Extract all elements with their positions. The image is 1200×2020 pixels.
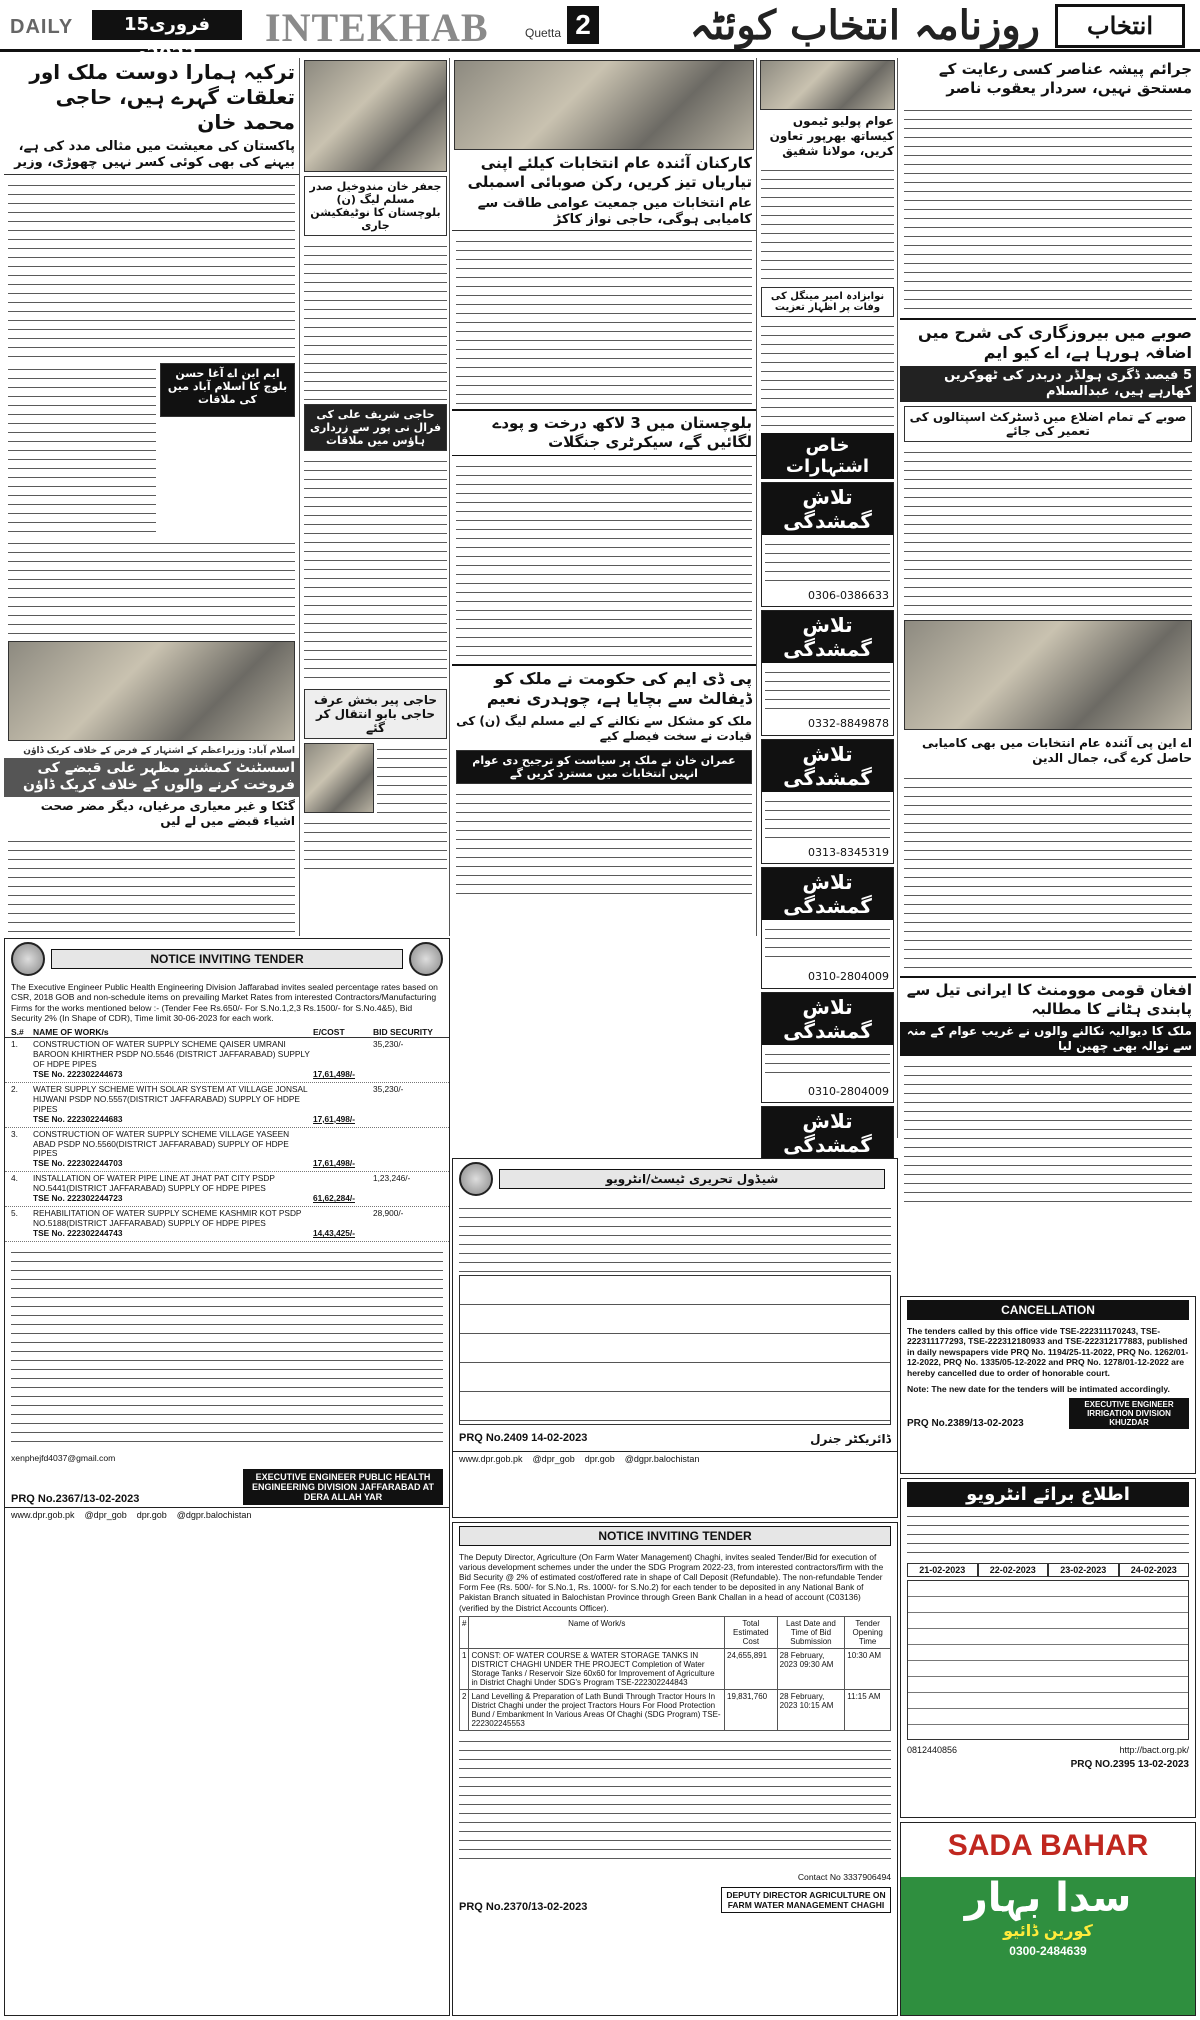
cell-date: 28 February, 2023 10:15 AM — [777, 1689, 845, 1730]
table-row — [460, 1689, 891, 1730]
center-body-text — [456, 235, 752, 405]
footer-instagram[interactable]: @dgpr.balochistan — [176, 1509, 252, 1520]
col2-box-2: حاجی شریف علی کی فرال نی پور سے زرداری ہاؤس میں ملاقات — [304, 404, 447, 451]
tender-notice-phe — [4, 938, 450, 2016]
work-cost: 17,61,498/- — [313, 1158, 355, 1169]
col2-body-text-4 — [304, 817, 447, 877]
col1-subhead: پاکستان کی معیشت میں مثالی مدد کی ہے، بیہنے کی بھی کوئی کسر نہیں چھوڑی، وزیر — [4, 137, 299, 175]
interview-title: شیڈول تحریری ٹیسٹ/انٹرویو — [499, 1169, 885, 1189]
lost-ad-label: تلاش گمشدگی — [762, 1107, 893, 1159]
footer-facebook[interactable]: dpr.gob — [136, 1509, 167, 1520]
work-no: 5. — [11, 1208, 18, 1219]
col1-box: ایم این اے آغا حسن بلوچ کا اسلام آباد میں کی ملاقات — [160, 363, 295, 417]
tender-intro: The Executive Engineer Public Health Engineering Division Jaffarabad invites sealed percentage rates based on CSR, 2018 GOB and non-schedule items on prevailing Market Rates from interested Contractors/Manufacturing Firms for the works mentioned below :- (Tender Fee Rs.650/- For S.No.1,2,3 Rs.1500/- for S.No.4&5), Bid Security 2% (In Shape of CDR), Time limit 30-06-2023 for each work. — [11, 982, 438, 1024]
interview-date: 23-02-2023 — [1048, 1563, 1119, 1577]
cell-name: Land Levelling & Preparation of Lath Bundi Through Tractor Hours In District Chaghi under the project Tractors Hours For Flood Protection Bund / Embankment In Various Areas Of Chaghi (SDG Program) TSE-222302245553 — [469, 1689, 725, 1730]
work-name: WATER SUPPLY SCHEME WITH SOLAR SYSTEM AT VILLAGE JONSAL HIJWANI PSDP NO.5557(DISTRICT JAFFARABAD) SUPPLY OF HDPE PIPES — [33, 1083, 308, 1114]
lost-ad-phone: 0313-8345319 — [808, 845, 889, 859]
cell-no: 1 — [460, 1648, 469, 1689]
cell-name: CONST: OF WATER COURSE & WATER STORAGE TANKS IN DISTRICT CHAGHI UNDER THE PROJECT Completion of Water Storage Tanks / Reservoir Size 60x60 for Improvement of Agriculture in District Chaghi Under SDG's Program TSE-222302244843 — [469, 1648, 725, 1689]
col1-subhead-2: گٹکا و غیر معیاری مرغیاں، دیگر مضر صحت اشیاء قبضے میں لے لیں — [40, 798, 295, 828]
interview2-url[interactable]: http://bact.org.pk/ — [1119, 1745, 1189, 1755]
masthead-city: Quetta — [525, 26, 562, 40]
col-head-cost: E/COST — [313, 1026, 345, 1037]
lost-ad-phone: 0332-8849878 — [808, 717, 889, 731]
portrait-photo — [304, 743, 374, 813]
interview-table — [459, 1275, 891, 1425]
col4-body-text-2 — [761, 320, 894, 430]
center-subhead-3: ملک کو مشکل سے نکالنے کے لیے مسلم لیگ (ن) کی قیادت نے سخت فیصلے کیے — [456, 713, 752, 743]
col4-headline: عوام پولیو ٹیموں کیساتھ بھرپور تعاون کریں، مولانا شفیق — [769, 114, 894, 158]
cancellation-body: The tenders called by this office vide TSE-222311170243, TSE-222311177293, TSE-222312180933 and TSE-222312177883, published in daily newspapers vide PRQ No. 1194/25-11-2022, PRQ No. 1262/01-12-2022, PRQ No. 1335/05-12-2022 and PRQ No. 1278/01-12-2022 are hereby cancelled due to order of honorable court. — [907, 1326, 1189, 1378]
lost-ad-text — [765, 538, 890, 582]
interview2-phone: 0812440856 — [907, 1745, 958, 1755]
column-2 — [302, 58, 450, 936]
tender-title: NOTICE INVITING TENDER — [51, 949, 403, 969]
col1-body-text-3 — [8, 537, 295, 637]
tender2-title: NOTICE INVITING TENDER — [459, 1526, 891, 1546]
balochistan-emblem-icon — [11, 942, 45, 976]
th-name: Name of Work/s — [469, 1616, 725, 1648]
lost-ad-phone: 0306-0386633 — [808, 589, 889, 602]
masthead-title: INTEKHAB — [265, 5, 489, 50]
col5-subhead-3: ملک کا دیوالیہ نکالنے والوں نے غریب عوام کے منہ سے نوالہ بھی چھین لیا — [900, 1022, 1196, 1056]
work-no: 3. — [11, 1128, 18, 1139]
center-body-text-2 — [456, 460, 752, 660]
col4-box: نوابزادہ امیر مینگل کی وفات پر اظہار تعزیت — [761, 287, 894, 317]
work-tse: TSE No. 222302244723 — [33, 1193, 123, 1204]
tender-prq: PRQ No.2367/13-02-2023 — [11, 1492, 140, 1505]
tender-signature: EXECUTIVE ENGINEER PUBLIC HEALTH ENGINEERING DIVISION JAFFARABAD AT DERA ALLAH YAR — [243, 1469, 443, 1505]
interview-date: 24-02-2023 — [1119, 1563, 1190, 1577]
center-headline-1: کارکنان آئندہ عام انتخابات کیلئے اپنی تیاریاں تیز کریں، رکن صوبائی اسمبلی — [467, 154, 752, 191]
tender-work-item — [5, 1083, 449, 1128]
interview2-table — [907, 1580, 1189, 1740]
lost-ad-5 — [761, 992, 894, 1103]
lost-ad-3 — [761, 739, 894, 864]
footer-web[interactable]: www.dpr.gob.pk — [11, 1509, 75, 1520]
tender-works-list — [5, 1038, 449, 1242]
newspaper-logo: انتخاب — [1055, 4, 1185, 48]
lost-ad-text — [765, 666, 890, 710]
cancellation-signature: EXECUTIVE ENGINEER IRRIGATION DIVISION KHUZDAR — [1069, 1398, 1189, 1429]
lost-ad-phone: 0310-2804009 — [808, 1084, 889, 1098]
balochistan-emblem-icon — [409, 942, 443, 976]
footer-twitter[interactable]: @dpr_gob — [532, 1454, 575, 1464]
work-bid: 35,230/- — [373, 1083, 404, 1094]
masthead-urdu-title: روزنامہ انتخاب کوئٹہ — [689, 2, 1040, 49]
col5-headline-3: افغان قومی موومنٹ کا ایرانی تیل سے پابندی ہٹانے کا مطالبہ — [900, 976, 1196, 1022]
tender-work-item — [5, 1207, 449, 1242]
cell-cost: 19,831,760 — [725, 1689, 778, 1730]
tender-terms-text — [11, 1246, 443, 1446]
interview-schedule-notice — [452, 1158, 898, 1518]
interview-date: 21-02-2023 — [907, 1563, 978, 1577]
cancellation-title: CANCELLATION — [907, 1300, 1189, 1320]
col5-subhead-2: 5 فیصد ڈگری ہولڈر دربدر کی ٹھوکریں کھارہے ہیں، عبدالسلام — [900, 366, 1196, 403]
footer-instagram[interactable]: @dgpr.balochistan — [624, 1454, 700, 1464]
col-head-bid: BID SECURITY — [373, 1026, 433, 1037]
cancellation-prq: PRQ No.2389/13-02-2023 — [907, 1417, 1024, 1429]
tender-work-item — [5, 1172, 449, 1207]
col5-body-text-2 — [904, 446, 1192, 616]
center-headline-2: بلوچستان میں 3 لاکھ درخت و پودے لگائیں گے، سیکرٹری جنگلات — [452, 409, 756, 456]
work-name: CONSTRUCTION OF WATER SUPPLY SCHEME QAISER UMRANI BAROON KHIRTHER PSDP NO.5546 (DISTRICT JAFFARABAD) SUPPLY OF HDPE PIPES — [33, 1038, 310, 1069]
lost-ad-label: تلاش گمشدگی — [762, 740, 893, 792]
col5-photo-caption: اے این پی آئندہ عام انتخابات میں بھی کامیابی حاصل کرے گی، جمال الدین — [921, 736, 1192, 765]
work-name: REHABILITATION OF WATER SUPPLY SCHEME KASHMIR KOT PSDP NO.5188(DISTRICT JAFFARABAD) SUPPLY OF HDPE PIPES — [33, 1208, 302, 1229]
interview-prq: PRQ No.2409 14-02-2023 — [459, 1432, 588, 1444]
lost-ad-phone: 0310-2804009 — [808, 970, 889, 984]
work-tse: TSE No. 222302244703 — [33, 1158, 123, 1169]
col2-body-text — [304, 240, 447, 400]
work-cost: 17,61,498/- — [313, 1113, 355, 1124]
center-box: عمران خان نے ملک پر سیاست کو ترجیح دی عوام انہیں انتخابات میں مسترد کریں گے — [456, 750, 752, 784]
center-headline-3: پی ڈی ایم کی حکومت نے ملک کو ڈیفالٹ سے بچایا ہے، چوہدری نعیم — [452, 664, 756, 712]
work-bid: 1,23,246/- — [373, 1173, 411, 1184]
col5-body-text-4 — [904, 1060, 1192, 1210]
center-column — [452, 58, 757, 936]
col1-body-text-2 — [8, 363, 156, 533]
work-bid: 35,230/- — [373, 1038, 404, 1049]
cell-open: 11:15 AM — [845, 1689, 891, 1730]
work-cost: 14,43,425/- — [313, 1228, 355, 1239]
col1-photo — [8, 641, 295, 741]
center-subhead-1: عام انتخابات میں جمعیت عوامی طاقت سے کامیابی ہوگی، حاجی نواز کاکڑ — [452, 194, 756, 232]
interview-notice — [900, 1478, 1196, 1818]
interview-intro — [459, 1202, 891, 1272]
th-no: # — [460, 1616, 469, 1648]
work-bid: 28,900/- — [373, 1208, 404, 1219]
cell-cost: 24,655,891 — [725, 1648, 778, 1689]
column-4 — [758, 58, 898, 1157]
col2-photo — [304, 60, 447, 172]
col5-body-text — [904, 104, 1192, 314]
col2-box-3: حاجی پیر بخش عرف حاجی بابو انتقال کر گئے — [304, 689, 447, 739]
tender-work-item — [5, 1128, 449, 1173]
col1-headline-2: اسسٹنٹ کمشنر مظہر علی قبضے کی فروخت کرنے والوں کے خلاف کریک ڈاؤن — [4, 758, 299, 797]
col2-body-text-2 — [304, 455, 447, 685]
footer-web[interactable]: www.dpr.gob.pk — [459, 1454, 523, 1464]
th-open: Tender Opening Time — [845, 1616, 891, 1648]
work-name: INSTALLATION OF WATER PIPE LINE AT JHAT PAT CITY PSDP NO.5441(DISTRICT JAFFARABAD) SUPPLY OF HDPE PIPES — [33, 1173, 275, 1194]
lost-ad-label: تلاش گمشدگی — [762, 993, 893, 1045]
tender-notice-agriculture — [452, 1522, 898, 2016]
footer-facebook[interactable]: dpr.gob — [584, 1454, 615, 1464]
tender2-contact: Contact No 3337906494 — [797, 1871, 891, 1882]
lost-ad-4 — [761, 867, 894, 988]
interview-date: 22-02-2023 — [978, 1563, 1049, 1577]
col4-photo — [760, 60, 895, 110]
interview2-title: اطلاع برائے انٹرویو — [907, 1482, 1189, 1507]
tender2-prq: PRQ No.2370/13-02-2023 — [459, 1901, 588, 1914]
interview2-dates — [907, 1563, 1189, 1577]
work-tse: TSE No. 222302244743 — [33, 1228, 123, 1239]
interview2-prq: PRQ NO.2395 13-02-2023 — [1070, 1759, 1189, 1770]
work-cost: 17,61,498/- — [313, 1068, 355, 1079]
sada-bahar-title: SADA BAHAR — [947, 1829, 1149, 1862]
lost-ad-text — [765, 923, 890, 963]
work-tse: TSE No. 222302244673 — [33, 1068, 123, 1079]
cancellation-notice — [900, 1296, 1196, 1474]
column-1 — [4, 58, 300, 936]
interview-footer — [453, 1451, 897, 1466]
work-name: CONSTRUCTION OF WATER SUPPLY SCHEME VILLAGE YASEEN ABAD PSDP NO.5560(DISTRICT JAFFARABAD) SUPPLY OF HDPE PIPES — [33, 1128, 290, 1159]
col4-body-text — [761, 164, 894, 284]
lost-ad-text — [765, 1048, 890, 1078]
sada-bahar-phone: 0300-2484639 — [1009, 1944, 1087, 1958]
tender2-signature: DEPUTY DIRECTOR AGRICULTURE ON FARM WATER MANAGEMENT CHAGHI — [721, 1887, 891, 1913]
masthead — [0, 0, 1200, 65]
interview2-intro — [907, 1510, 1189, 1560]
page-number: 2 — [567, 6, 599, 44]
sada-bahar-sub: کورین ڈائیو — [1003, 1921, 1093, 1940]
work-cost: 61,62,284/- — [313, 1193, 355, 1204]
interview-signature: ڈائریکٹر جنرل — [810, 1432, 891, 1446]
tender-footer — [5, 1507, 449, 1522]
work-no: 4. — [11, 1173, 18, 1184]
col-head-no: S.# — [11, 1026, 24, 1037]
cancellation-note: Note: The new date for the tenders will be intimated accordingly. — [907, 1384, 1170, 1395]
lost-ad-label: تلاش گمشدگی — [762, 868, 893, 920]
lost-ad-label: تلاش گمشدگی — [762, 483, 893, 535]
tender2-intro: The Deputy Director, Agriculture (On Farm Water Management) Chaghi, invites sealed Tender/Bid for execution of various development schemes under the under the SDG Program 2022-23, from interested contractors/firm with the Bid Security @ 2% of estimated cost/offered rate in shape of Call Deposit (Refundable). The non-refundable Tender Form Fee (Rs. 500/- for S.No.1, Rs. 1000/- for S.No.2) for each tender to be deposited in any National Bank of Pakistan Branch situated in Balochistan Province through Green Bank Challan in a head of account (C03136) (verified by the District Accounts Officer). — [459, 1552, 884, 1613]
tender2-table — [459, 1616, 891, 1731]
masthead-daily: DAILY — [10, 16, 74, 38]
special-ads-header: خاص اشتہارات — [761, 433, 894, 479]
col2-body-text-3 — [377, 743, 447, 813]
center-photo — [454, 60, 754, 150]
sada-bahar-urdu: سدا بہار — [964, 1875, 1132, 1921]
col5-headline-2: صوبے میں بیروزگاری کی شرح میں اضافہ ہورہا ہے، اے کیو ایم — [900, 318, 1196, 366]
lost-ad-1 — [761, 482, 894, 607]
lost-ad-text — [765, 795, 890, 839]
col5-box: صوبے کے تمام اضلاع میں ڈسٹرکٹ اسپتالوں کی تعمیر کی جائے — [904, 406, 1192, 442]
masthead-date: 15فروری 2023ء — [92, 10, 242, 40]
sada-bahar-ad — [900, 1822, 1196, 2016]
col1-body-text — [8, 179, 295, 359]
col-head-name: NAME OF WORK/s — [33, 1026, 109, 1037]
col5-photo — [904, 620, 1192, 730]
cell-date: 28 February, 2023 09:30 AM — [777, 1648, 845, 1689]
center-body-text-3 — [456, 788, 752, 898]
cell-open: 10:30 AM — [845, 1648, 891, 1689]
tender-email: xenphejfd4037@gmail.com — [11, 1453, 116, 1464]
work-tse: TSE No. 222302244683 — [33, 1113, 123, 1124]
col5-headline: جرائم پیشہ عناصر کسی رعایت کے مستحق نہیں، سردار یعقوب ناصر — [938, 60, 1192, 97]
work-no: 2. — [11, 1083, 18, 1094]
balochistan-emblem-icon — [459, 1162, 493, 1196]
th-date: Last Date and Time of Bid Submission — [777, 1616, 845, 1648]
work-bid — [373, 1130, 443, 1170]
tender2-terms-text — [459, 1735, 891, 1865]
th-cost: Total Estimated Cost — [725, 1616, 778, 1648]
col2-box-1: جعفر خان مندوخیل صدر مسلم لیگ (ن) بلوچستان کا نوٹیفکیشن جاری — [304, 176, 447, 236]
footer-twitter[interactable]: @dpr_gob — [84, 1509, 127, 1520]
column-5 — [900, 58, 1196, 1298]
cell-no: 2 — [460, 1689, 469, 1730]
lost-ad-label: تلاش گمشدگی — [762, 611, 893, 663]
lost-ad-2 — [761, 610, 894, 735]
table-row — [460, 1648, 891, 1689]
work-no: 1. — [11, 1038, 18, 1049]
col5-body-text-3 — [904, 772, 1192, 972]
col1-headline: ترکیہ ہمارا دوست ملک اور تعلقات گہرے ہیں، حاجی محمد خان — [29, 60, 295, 134]
col1-photo-caption: اسلام آباد: وزیراعظم کے اشتہار کے فرض کے خلاف کریک ڈاؤن — [23, 745, 295, 756]
tender-work-item — [5, 1038, 449, 1083]
